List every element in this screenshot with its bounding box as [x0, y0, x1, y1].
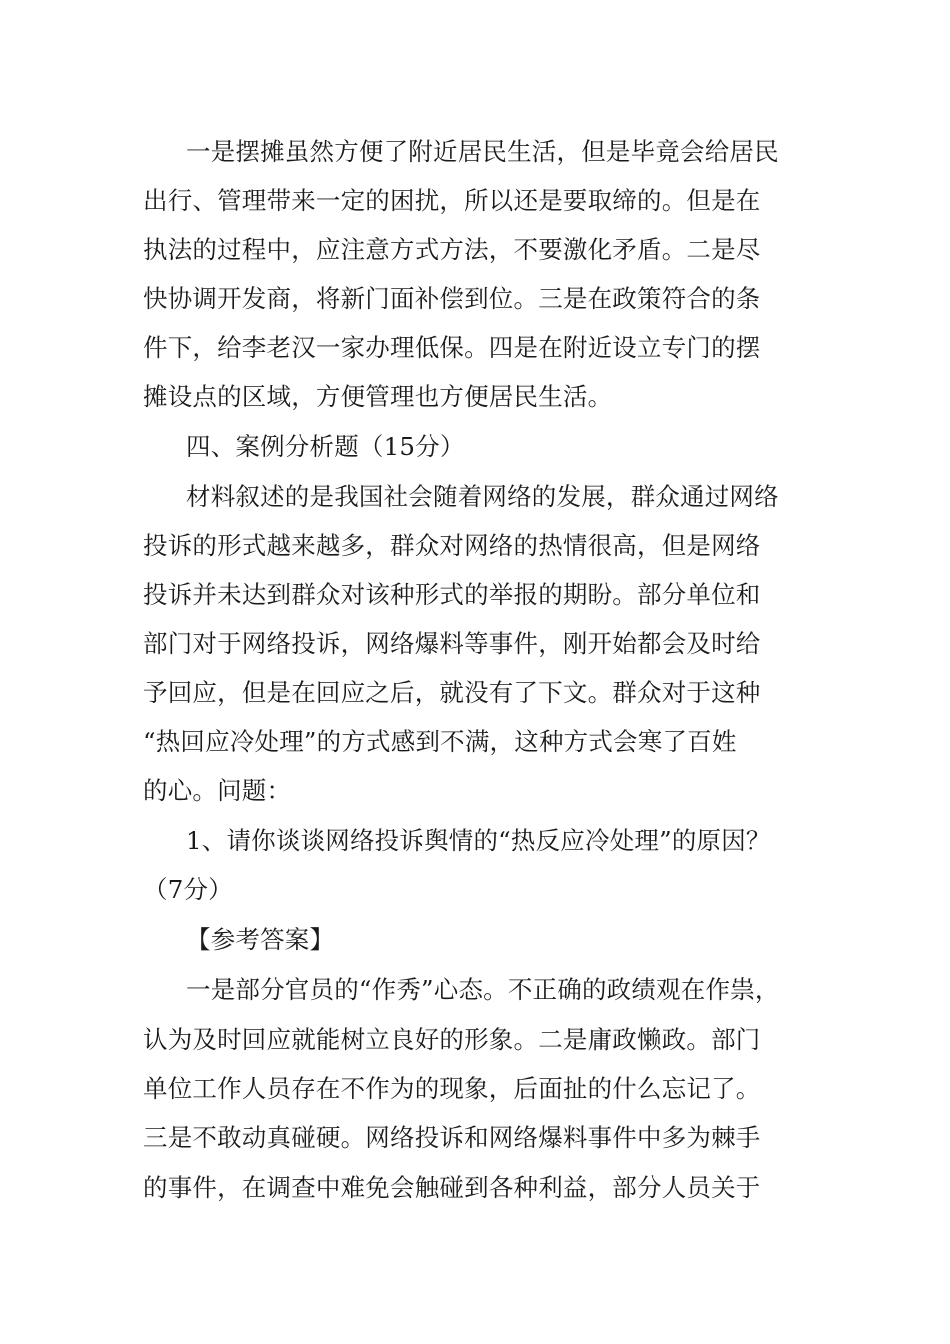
- answer-heading: 【参考答案】: [186, 925, 335, 954]
- question-points: （7分）: [143, 875, 233, 904]
- text-line: 摊设点的区域，方便管理也方便居民生活。: [143, 382, 613, 411]
- text-line: 部门对于网络投诉，网络爆料等事件，刚开始都会及时给: [143, 629, 761, 658]
- text-line: 的事件，在调查中难免会触碰到各种利益，部分人员关于: [143, 1173, 761, 1202]
- text-line: 出行、管理带来一定的困扰，所以还是要取缔的。但是在: [143, 186, 761, 215]
- text-line: 的心。问题：: [143, 776, 292, 805]
- section-heading: 四、案例分析题（15分）: [186, 432, 465, 461]
- text-line: 认为及时回应就能树立良好的形象。二是庸政懒政。部门: [143, 1025, 761, 1054]
- text-line: 投诉并未达到群众对该种形式的举报的期盼。部分单位和: [143, 580, 761, 609]
- question-line: 1、请你谈谈网络投诉舆情的“热反应冷处理”的原因？: [186, 826, 771, 855]
- text-line: 快协调开发商，将新门面补偿到位。三是在政策符合的条: [143, 284, 761, 313]
- text-line: 材料叙述的是我国社会随着网络的发展，群众通过网络: [186, 482, 779, 511]
- text-line: 三是不敢动真碰硬。网络投诉和网络爆料事件中多为棘手: [143, 1123, 761, 1152]
- text-line: 一是部分官员的“作秀”心态。不正确的政绩观在作祟，: [186, 975, 780, 1004]
- text-line: 件下，给李老汉一家办理低保。四是在附近设立专门的摆: [143, 333, 761, 362]
- text-line: 予回应，但是在回应之后，就没有了下文。群众对于这种: [143, 678, 761, 707]
- text-line: 单位工作人员存在不作为的现象，后面扯的什么忘记了。: [143, 1074, 761, 1103]
- text-line: 一是摆摊虽然方便了附近居民生活，但是毕竟会给居民: [186, 137, 779, 166]
- text-line: “热回应冷处理”的方式感到不满，这种方式会寒了百姓: [143, 727, 737, 756]
- text-line: 投诉的形式越来越多，群众对网络的热情很高，但是网络: [143, 531, 761, 560]
- text-line: 执法的过程中，应注意方式方法，不要激化矛盾。二是尽: [143, 235, 761, 264]
